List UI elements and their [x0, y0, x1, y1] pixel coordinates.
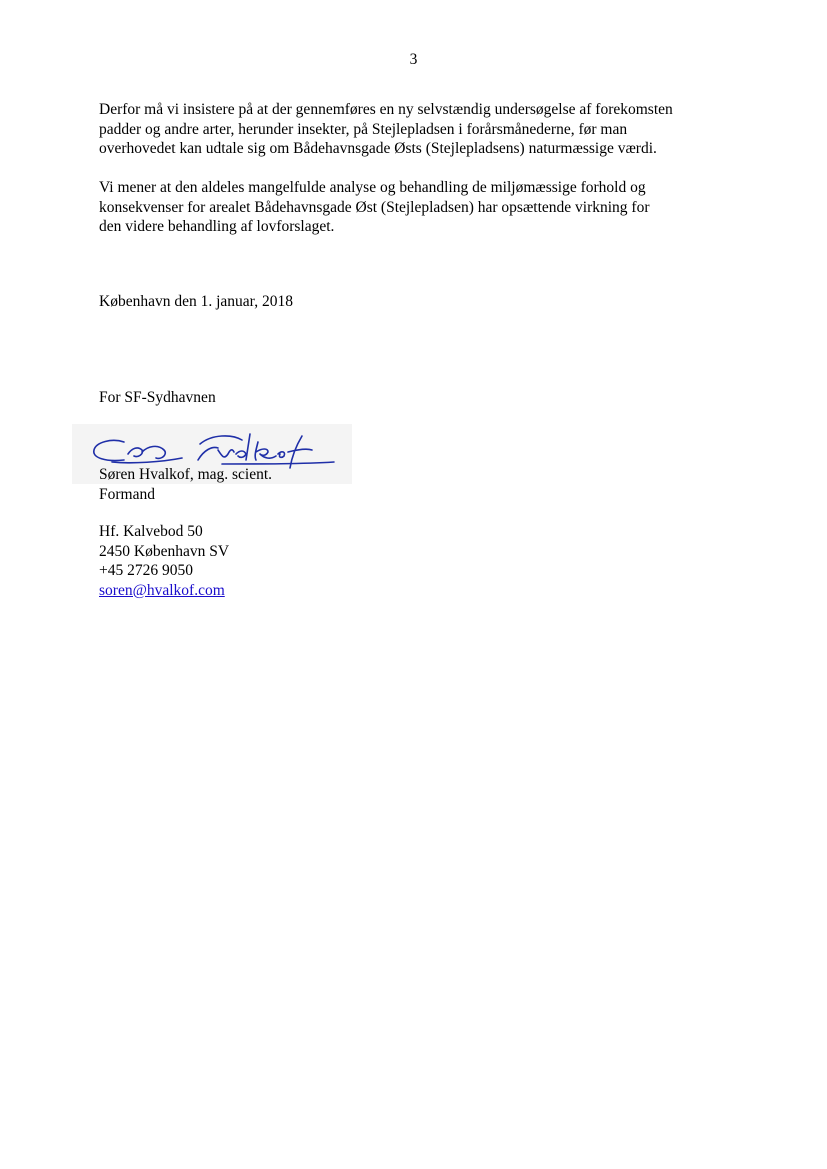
- paragraph-line: den videre behandling af lovforslaget.: [99, 218, 335, 235]
- signer-role: Formand: [99, 485, 155, 503]
- paragraph-line: konsekvenser for arealet Bådehavnsgade Øst (Stejlepladsen) har opsættende virkning for: [99, 198, 650, 216]
- signer-block: [99, 465, 272, 504]
- organization-line: For SF-Sydhavnen: [99, 389, 216, 406]
- email-link[interactable]: soren@hvalkof.com: [99, 581, 225, 599]
- paragraph-line: Derfor må vi insistere på at der gennemføres en ny selvstændig undersøgelse af forekomsten: [99, 101, 673, 118]
- paragraph-line: overhovedet kan udtale sig om Bådehavnsgade Østs (Stejlepladsens) naturmæssige værdi.: [99, 140, 657, 157]
- signer-name: Søren Hvalkof, mag. scient.: [99, 466, 273, 483]
- paragraph-investigation: [99, 100, 739, 159]
- contact-address: [99, 522, 229, 600]
- date-line: København den 1. januar, 2018: [99, 293, 293, 310]
- paragraph-analysis: [99, 178, 739, 237]
- paragraph-line: Vi mener at den aldeles mangelfulde analyse og behandling de miljømæssige forhold og: [99, 179, 646, 196]
- address-city: 2450 København SV: [99, 542, 230, 560]
- address-street: Hf. Kalvebod 50: [99, 523, 203, 540]
- page-number: 3: [409, 51, 418, 68]
- phone-number: +45 2726 9050: [99, 562, 193, 579]
- paragraph-line: padder og andre arter, herunder insekter, på Stejlepladsen i forårsmånederne, før man: [99, 120, 628, 138]
